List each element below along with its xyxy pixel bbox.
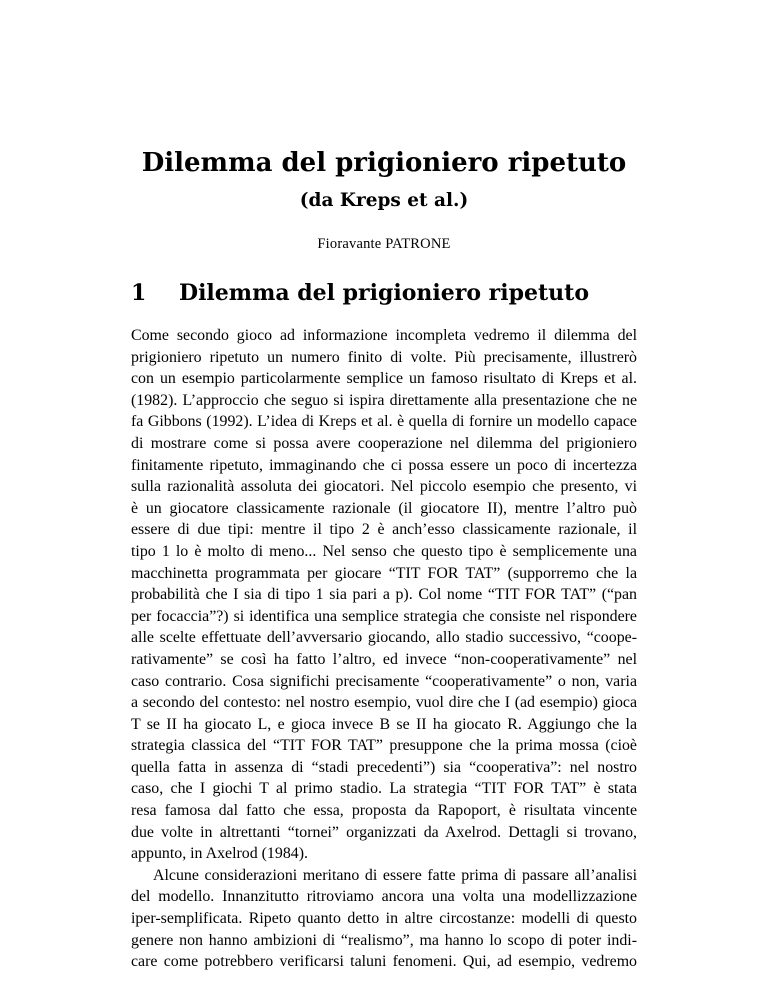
body-line: probabilità che I sia di tipo 1 sia pari a p). Col nome “TIT FOR TAT” (“pan	[131, 586, 637, 604]
body-line: Come secondo gioco ad informazione incompleta vedremo il dilemma del	[131, 327, 637, 344]
section-body	[131, 325, 637, 973]
body-line: genere non hanno ambizioni di “realismo”, ma hanno lo scopo di poter indi-	[131, 931, 637, 949]
paper-title: Dilemma del prigioniero ripetuto	[141, 148, 627, 178]
body-line: per focaccia”?) si identifica una semplice strategia che consiste nel rispondere	[131, 607, 637, 625]
body-line: strategia classica del “TIT FOR TAT” presuppone che la prima mossa (cioè	[131, 737, 637, 755]
body-line: con un esempio particolarmente semplice un famoso risultato di Kreps et al.	[131, 370, 637, 388]
paper-subtitle: (da Kreps et al.)	[299, 190, 469, 211]
paper-author: Fioravante PATRONE	[317, 236, 451, 252]
section-title: Dilemma del prigioniero ripetuto	[179, 280, 589, 306]
body-line: macchinetta programmata per giocare “TIT FOR TAT” (supporremo che la	[131, 564, 637, 582]
body-line: care come potrebbero verificarsi taluni fenomeni. Qui, ad esempio, vedremo	[131, 953, 637, 971]
body-line: appunto, in Axelrod (1984).	[131, 845, 308, 863]
body-line: Alcune considerazioni meritano di essere fatte prima di passare all’analisi	[153, 866, 637, 884]
body-line: sulla razionalità assoluta dei giocatori. Nel piccolo esempio che presento, vi	[131, 478, 637, 496]
body-line: prigioniero ripetuto un numero finito di volte. Più precisamente, illustrerò	[131, 348, 637, 366]
body-line: del modello. Innanzitutto ritroviamo ancora una volta una modellizzazione	[131, 888, 637, 906]
section-heading	[131, 280, 589, 306]
body-line: caso contrario. Cosa significhi precisamente “cooperativamente” o non, varia	[131, 672, 637, 690]
body-line: tipo 1 lo è molto di meno... Nel senso che questo tipo è semplicemente una	[131, 542, 637, 560]
body-line: a secondo del contesto: nel nostro esempio, vuol dire che I (ad esempio) gioca	[131, 694, 637, 712]
body-line: T se II ha giocato L, e gioca invece B se II ha giocato R. Aggiungo che la	[131, 715, 637, 733]
body-line: resa famosa dal fatto che essa, proposta da Rapoport, è risultata vincente	[131, 802, 637, 820]
body-line: caso, che I giochi T al primo stadio. La strategia “TIT FOR TAT” è stata	[131, 780, 637, 798]
body-line: quella fatta in assenza di “stadi precedenti”) sia “cooperativa”: nel nostro	[131, 758, 637, 776]
body-line: è un giocatore classicamente razionale (il giocatore II), mentre l’altro può	[131, 499, 637, 517]
body-line: fa Gibbons (1992). L’idea di Kreps et al. è quella di fornire un modello capace	[131, 413, 637, 431]
body-line: essere di due tipi: mentre il tipo 2 è anch’esso classicamente razionale, il	[131, 521, 637, 539]
body-line: finitamente ripetuto, immaginando che ci possa essere un poco di incertezza	[131, 456, 637, 474]
body-line: iper-semplificata. Ripeto quanto detto in altre circostanze: modelli di questo	[131, 910, 637, 928]
body-line: rativamente” se così ha fatto l’altro, ed invece “non-cooperativamente” nel	[131, 650, 637, 668]
body-line: (1982). L’approccio che seguo si ispira direttamente alla presentazione che ne	[131, 391, 637, 409]
section-number: 1	[131, 280, 147, 306]
body-line: alle scelte effettuate dell’avversario giocando, allo stadio successivo, “coope-	[131, 629, 637, 647]
body-line: di mostrare come si possa avere cooperazione nel dilemma del prigioniero	[131, 434, 637, 452]
body-line: due volte in altrettanti “tornei” organizzati da Axelrod. Dettagli si trovano,	[131, 823, 637, 841]
